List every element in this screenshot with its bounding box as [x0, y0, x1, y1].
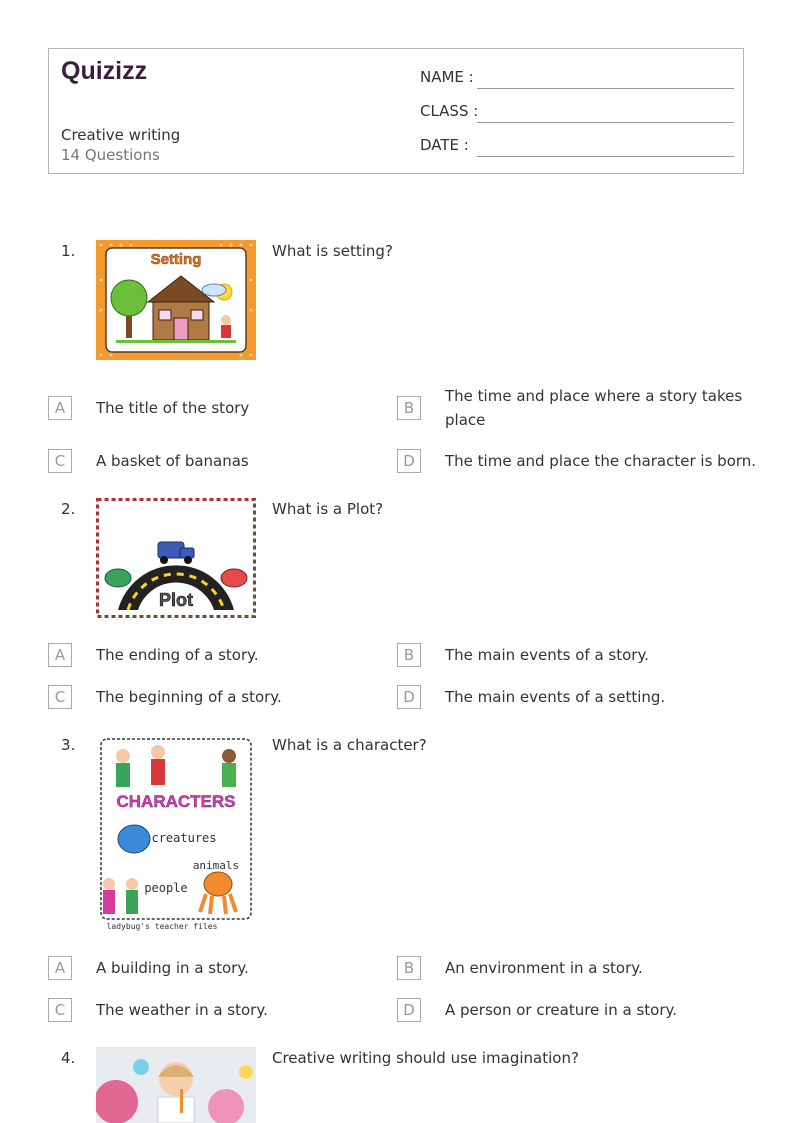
class-label: CLASS : [420, 102, 479, 120]
plot-caption: Plot [159, 590, 193, 610]
option-a-text: The ending of a story. [96, 646, 259, 664]
watermark-credit: ladybug's teacher files [106, 922, 218, 931]
setting-image [96, 240, 256, 360]
plot-image [96, 498, 256, 618]
name-label: NAME : [420, 68, 474, 86]
option-c-box[interactable]: C [48, 449, 72, 473]
name-line[interactable] [477, 88, 734, 89]
option-a-text: The title of the story [96, 399, 250, 417]
date-field[interactable] [420, 136, 734, 160]
option-c-box[interactable]: C [48, 998, 72, 1022]
setting-caption: Setting [150, 251, 202, 268]
option-b-text: The time and place where a story takes place [445, 387, 743, 429]
question-number: 2. [61, 500, 76, 518]
question-number: 1. [61, 242, 76, 260]
question-text: What is setting? [272, 242, 393, 260]
option-d-box[interactable]: D [397, 685, 421, 709]
class-line[interactable] [477, 122, 734, 123]
option-b-text: An environment in a story. [445, 959, 643, 977]
characters-caption: CHARACTERS [116, 792, 236, 811]
option-c-box[interactable]: C [48, 685, 72, 709]
option-d-text: A person or creature in a story. [445, 1001, 678, 1019]
imagination-photo [96, 1047, 256, 1123]
option-b-box[interactable]: B [397, 396, 421, 420]
question-count: 14 Questions [61, 146, 160, 164]
option-a-box[interactable]: A [48, 643, 72, 667]
option-a-box[interactable]: A [48, 396, 72, 420]
creatures-word: creatures [151, 831, 217, 845]
option-a-box[interactable]: A [48, 956, 72, 980]
option-c-text: The beginning of a story. [96, 688, 282, 706]
option-d-box[interactable]: D [397, 998, 421, 1022]
option-c-text: The weather in a story. [96, 1001, 268, 1019]
name-field[interactable] [420, 68, 734, 92]
option-d-text: The main events of a setting. [445, 688, 666, 706]
option-d-text: The time and place the character is born. [445, 452, 757, 470]
option-b-box[interactable]: B [397, 643, 421, 667]
question-number: 4. [61, 1049, 76, 1067]
worksheet-title: Creative writing [61, 126, 181, 144]
question-text: What is a Plot? [272, 500, 384, 518]
option-b-box[interactable]: B [397, 956, 421, 980]
question-number: 3. [61, 736, 76, 754]
worksheet-header [48, 48, 744, 174]
date-label: DATE : [420, 136, 469, 154]
option-b-text: The main events of a story. [445, 646, 649, 664]
question-text: Creative writing should use imagination? [272, 1049, 579, 1067]
question-text: What is a character? [272, 736, 427, 754]
class-field[interactable] [420, 102, 734, 126]
characters-image [96, 734, 256, 932]
option-d-box[interactable]: D [397, 449, 421, 473]
date-line[interactable] [477, 156, 734, 157]
people-word: people [144, 881, 188, 895]
option-c-text: A basket of bananas [96, 452, 249, 470]
quizizz-logo: Quizizz [61, 57, 148, 85]
option-a-text: A building in a story. [96, 959, 249, 977]
animals-word: animals [192, 859, 240, 872]
